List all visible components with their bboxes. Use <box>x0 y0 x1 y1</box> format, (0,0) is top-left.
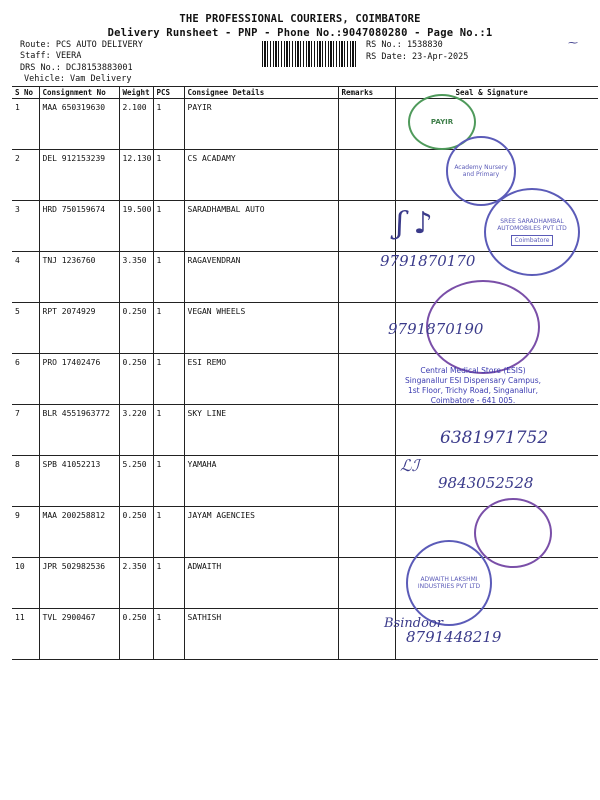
saradhambal-seal-text: SREE SARADHAMBAL AUTOMOBILES PVT LTD <box>497 218 567 232</box>
row-sno: 9 <box>12 507 39 558</box>
col-pcs: PCS <box>153 87 184 99</box>
row-remarks <box>338 405 395 456</box>
row-weight: 3.350 <box>119 252 153 303</box>
row-sno: 7 <box>12 405 39 456</box>
row-consignment: BLR 4551963772 <box>39 405 119 456</box>
col-seal: Seal & Signature <box>395 87 598 99</box>
row-consignee: YAMAHA <box>184 456 338 507</box>
row-consignee: VEGAN WHEELS <box>184 303 338 354</box>
row-remarks <box>338 456 395 507</box>
row-sno: 8 <box>12 456 39 507</box>
row-consignment: RPT 2074929 <box>39 303 119 354</box>
row-weight: 2.100 <box>119 99 153 150</box>
row-pcs: 1 <box>153 558 184 609</box>
jayam-seal-stamp <box>474 498 552 568</box>
row-sno: 4 <box>12 252 39 303</box>
row-consignee: PAYIR <box>184 99 338 150</box>
barcode-image <box>262 41 356 67</box>
row-weight: 0.250 <box>119 354 153 405</box>
row-consignee: CS ACADAMY <box>184 150 338 201</box>
row-weight: 5.250 <box>119 456 153 507</box>
row-remarks <box>338 99 395 150</box>
table-row <box>12 609 598 660</box>
saradhambal-seal-stamp <box>484 188 580 276</box>
row-sno: 11 <box>12 609 39 660</box>
row-remarks <box>338 303 395 354</box>
row-sno: 3 <box>12 201 39 252</box>
table-row <box>12 99 598 150</box>
row-pcs: 1 <box>153 456 184 507</box>
signature-row3: ʃ ♪ <box>396 206 433 241</box>
row-pcs: 1 <box>153 354 184 405</box>
phone-row11: 8791448219 <box>406 628 502 646</box>
row-consignee: RAGAVENDRAN <box>184 252 338 303</box>
row-sno: 5 <box>12 303 39 354</box>
rs-date: RS Date: 23-Apr-2025 <box>366 52 469 62</box>
col-sno: S No <box>12 87 39 99</box>
academy-seal-text: Academy Nursery and Primary <box>454 164 508 178</box>
row-pcs: 1 <box>153 201 184 252</box>
phone-row8: 9843052528 <box>438 474 534 492</box>
esi-line-2: Singanallur ESI Dispensary Campus, <box>404 376 542 385</box>
saradhambal-seal-city: Coimbatore <box>511 235 554 246</box>
drs-number: DRS No.: DCJ8153883001 <box>20 63 133 73</box>
row-pcs: 1 <box>153 405 184 456</box>
col-consignee: Consignee Details <box>184 87 338 99</box>
esi-stamp-text <box>368 366 578 406</box>
esi-line-1: Central Medical Store (ESIS) <box>420 366 526 375</box>
row-consignment: JPR 502982536 <box>39 558 119 609</box>
row-weight: 19.500 <box>119 201 153 252</box>
phone-row7: 6381971752 <box>440 428 549 448</box>
row-weight: 2.350 <box>119 558 153 609</box>
row-consignee: SKY LINE <box>184 405 338 456</box>
row-sno: 1 <box>12 99 39 150</box>
row-consignment: MAA 650319630 <box>39 99 119 150</box>
row-consignee: SATHISH <box>184 609 338 660</box>
col-weight: Weight <box>119 87 153 99</box>
row-consignee: JAYAM AGENCIES <box>184 507 338 558</box>
col-remarks: Remarks <box>338 87 395 99</box>
row-pcs: 1 <box>153 252 184 303</box>
staff-label: Staff: VEERA <box>20 51 82 61</box>
esi-line-3: 1st Floor, Trichy Road, Singanallur, <box>407 386 539 395</box>
col-consignment: Consignment No <box>39 87 119 99</box>
row-weight: 12.130 <box>119 150 153 201</box>
runsheet-title: THE PROFESSIONAL COURIERS, COIMBATORE <box>179 13 421 25</box>
row-consignment: DEL 912153239 <box>39 150 119 201</box>
row-pcs: 1 <box>153 99 184 150</box>
row-sno: 2 <box>12 150 39 201</box>
route-label: Route: PCS AUTO DELIVERY <box>20 40 143 50</box>
row-remarks <box>338 150 395 201</box>
phone-row4: 9791870170 <box>380 252 476 270</box>
row-weight: 0.250 <box>119 609 153 660</box>
row-consignment: SPB 41052213 <box>39 456 119 507</box>
vehicle-label: Vehicle: Vam Delivery <box>24 74 132 84</box>
payir-seal-text: PAYIR <box>430 118 454 126</box>
row-sno: 10 <box>12 558 39 609</box>
row-pcs: 1 <box>153 609 184 660</box>
esi-line-4: Coimbatore - 641 005. <box>430 396 516 405</box>
row-pcs: 1 <box>153 303 184 354</box>
row-consignee: ADWAITH <box>184 558 338 609</box>
row-weight: 0.250 <box>119 303 153 354</box>
row-remarks <box>338 201 395 252</box>
pen-mark-icon: ⁓ <box>568 38 578 49</box>
row-remarks <box>338 558 395 609</box>
row-consignment: TVL 2900467 <box>39 609 119 660</box>
adwaith-seal-text: ADWAITH LAKSHMI INDUSTRIES PVT LTD <box>417 576 481 590</box>
row-consignment: PRO 17402476 <box>39 354 119 405</box>
table-header-row <box>12 87 598 99</box>
row-sno: 6 <box>12 354 39 405</box>
row-consignment: MAA 200258812 <box>39 507 119 558</box>
row-consignee: ESI REMO <box>184 354 338 405</box>
row-pcs: 1 <box>153 507 184 558</box>
row-consignment: TNJ 1236760 <box>39 252 119 303</box>
signature-row11: Bsindoor <box>384 616 443 631</box>
row-weight: 0.250 <box>119 507 153 558</box>
row-consignment: HRD 750159674 <box>39 201 119 252</box>
signature-row8: ℒℐ <box>400 456 420 475</box>
row-remarks <box>338 507 395 558</box>
rs-number: RS No.: 1538830 <box>366 40 443 50</box>
row-weight: 3.220 <box>119 405 153 456</box>
runsheet-subtitle: Delivery Runsheet - PNP - Phone No.:9047080280 - Page No.:1 <box>107 27 493 39</box>
adwaith-seal-stamp <box>406 540 492 626</box>
row-consignee: SARADHAMBAL AUTO <box>184 201 338 252</box>
phone-row5: 9791870190 <box>388 320 484 338</box>
row-pcs: 1 <box>153 150 184 201</box>
